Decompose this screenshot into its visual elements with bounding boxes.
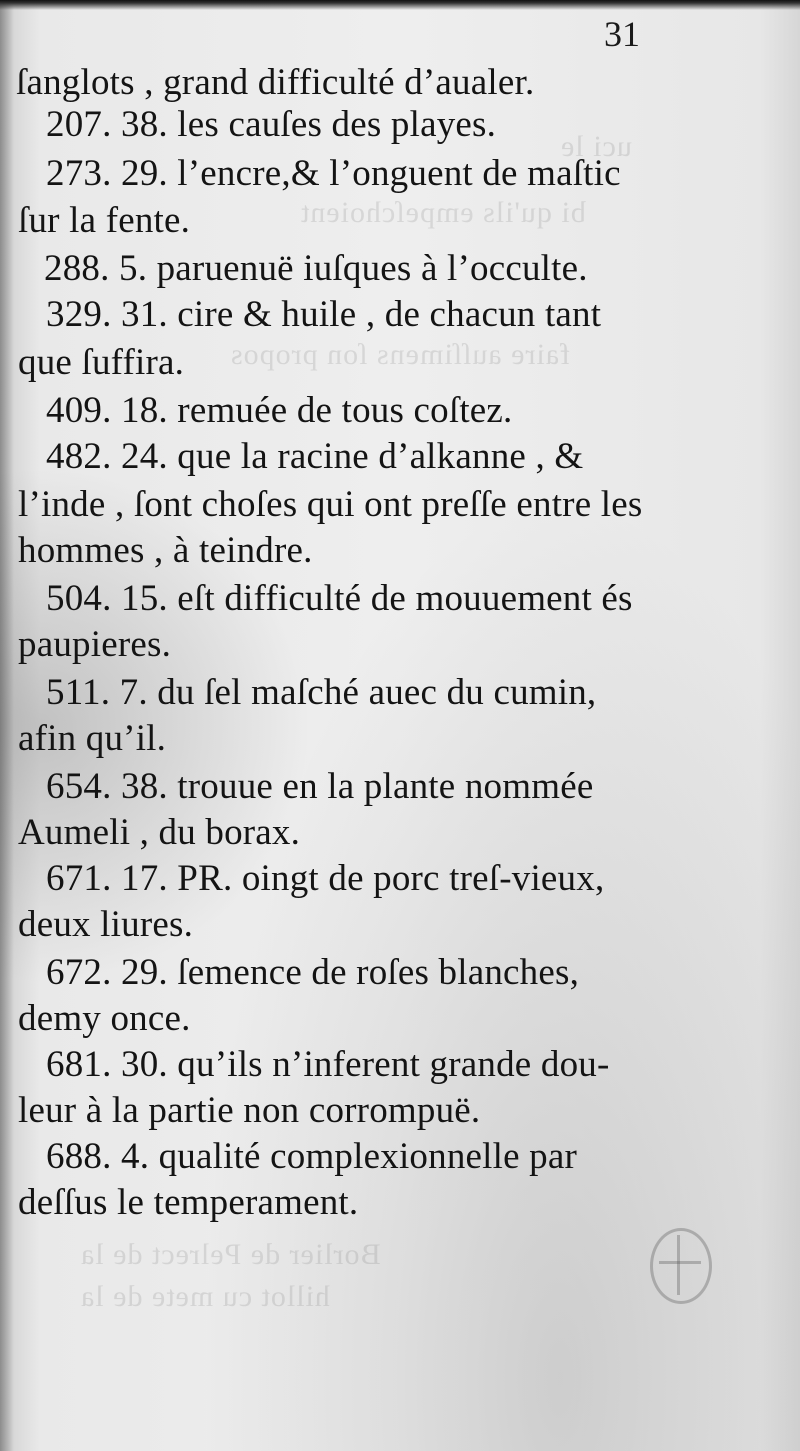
text-line: l’inde , ſont choſes qui ont preſſe entre les <box>18 484 643 525</box>
text-line: 273. 29. l’encre,& l’onguent de maſtic <box>46 153 621 194</box>
text-line: 207. 38. les cauſes des playes. <box>46 104 497 145</box>
text-line: 688. 4. qualité complexionnelle par <box>46 1136 578 1177</box>
text-line: que ſuffira. <box>18 342 185 383</box>
text-line: paupieres. <box>18 624 172 665</box>
text-line: deſſus le temperament. <box>18 1182 359 1223</box>
page-number: 31 <box>604 14 640 54</box>
text-line: 681. 30. qu’ils n’inferent grande dou- <box>46 1044 610 1085</box>
text-line: leur à la partie non corrompuë. <box>18 1090 481 1131</box>
text-line: 329. 31. cire & huile , de chacun tant <box>46 294 602 335</box>
text-line: 654. 38. trouue en la plante nommée <box>46 766 594 807</box>
text-line: 288. 5. paruenuë iuſques à l’occulte. <box>44 248 588 289</box>
text-line: hommes , à teindre. <box>18 530 313 571</box>
bleed-through-text: bi qu'ils empeſchoient <box>300 196 586 229</box>
bleed-through-text: uci le <box>560 130 632 163</box>
text-line: 671. 17. PR. oingt de porc treſ-vieux, <box>46 858 605 899</box>
bleed-through-text: hillot cu mete de la <box>80 1280 330 1313</box>
text-line: afin qu’il. <box>18 718 167 759</box>
bleed-through-ornament <box>650 1228 712 1304</box>
text-line: ſur la fente. <box>18 200 191 241</box>
bleed-through-text: faire auſſimens ſon propos <box>230 338 571 371</box>
text-line: demy once. <box>18 998 191 1039</box>
text-line: Aumeli , du borax. <box>18 812 301 853</box>
page-top-edge <box>0 0 800 10</box>
text-line: deux liures. <box>18 904 194 945</box>
text-line: 672. 29. ſemence de roſes blanches, <box>46 952 580 993</box>
text-line: ſanglots , grand difficulté d’aualer. <box>16 62 535 103</box>
bleed-through-text: Borlier de Pelrect de la <box>80 1238 381 1271</box>
spine-shadow <box>0 0 14 1451</box>
text-line: 511. 7. du ſel maſché auec du cumin, <box>46 672 597 713</box>
text-line: 409. 18. remuée de tous coſtez. <box>46 390 513 431</box>
text-line: 482. 24. que la racine d’alkanne , & <box>46 436 584 477</box>
text-line: 504. 15. eſt difficulté de mouuement és <box>46 578 633 619</box>
